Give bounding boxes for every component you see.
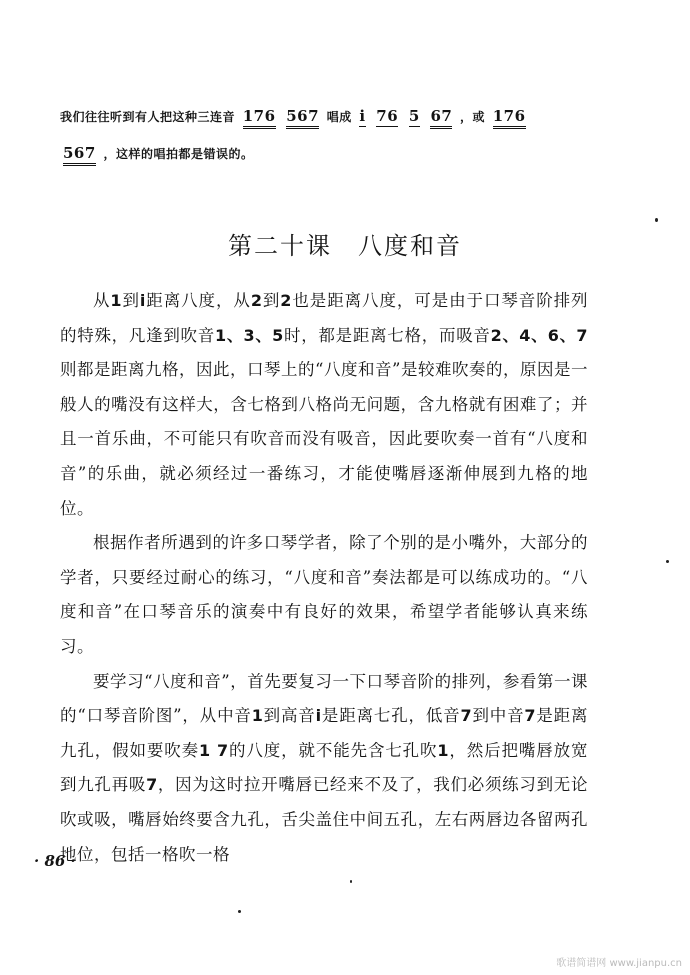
paragraph bbox=[60, 526, 588, 664]
note-number: 2 bbox=[280, 291, 292, 310]
note-number: 1 bbox=[110, 291, 123, 310]
lesson-body bbox=[60, 284, 588, 872]
triplet-b: 567 bbox=[286, 107, 319, 129]
paragraph-text: ，然后把嘴唇放宽到九孔再吸 bbox=[60, 740, 588, 795]
page-number: · 86 · bbox=[34, 852, 76, 870]
note-number: i bbox=[139, 291, 146, 310]
paragraph-text: 到中音 bbox=[472, 706, 525, 726]
triplet-a: 176 bbox=[243, 107, 276, 129]
note-number: 1 bbox=[437, 740, 450, 760]
note-number: 1 bbox=[251, 706, 264, 726]
note-number: 1、3、5 bbox=[214, 325, 284, 345]
note-number: 7 bbox=[146, 775, 158, 795]
site-watermark: 歌谱简谱网 www.jianpu.cn bbox=[556, 958, 682, 969]
paragraph-text: 也是距离八度，可是由于口琴音阶排列的特殊，凡逢到吹音 bbox=[60, 291, 589, 345]
note-number: 7 bbox=[524, 706, 537, 726]
paragraph-text: 的八度，就不能先含七孔吹 bbox=[228, 740, 438, 760]
paragraph-text: 到 bbox=[262, 291, 281, 310]
paragraph-text: 到高音 bbox=[263, 706, 316, 726]
sung-note-4: 67 bbox=[430, 107, 452, 129]
paragraph-text: 根据作者所遇到的许多口琴学者，除了个别的是小嘴外，大部分的学者，只要经过耐心的练习，“八度和音”奏法都是可以练成功的。“八度和音”在口琴音乐的演奏中有良好的效果，希望学者能够认真来练习。 bbox=[60, 533, 588, 656]
paragraph-text: 到 bbox=[122, 291, 140, 310]
scan-speck bbox=[350, 880, 352, 883]
paragraph bbox=[60, 284, 588, 526]
intro-line-2 bbox=[60, 135, 660, 172]
intro-line-1 bbox=[60, 98, 660, 135]
scan-speck bbox=[655, 218, 658, 222]
sung-note-1: i bbox=[359, 107, 366, 125]
note-number: 1 7 bbox=[198, 740, 229, 760]
note-number: i bbox=[315, 706, 322, 726]
scan-speck bbox=[238, 910, 241, 913]
intro-text-b: 唱成 bbox=[326, 110, 352, 124]
intro-text-a: 我们往往听到有人把这种三连音 bbox=[60, 110, 236, 124]
lesson-title: 第二十课 八度和音 bbox=[228, 232, 462, 260]
sung-note-2: 76 bbox=[376, 107, 399, 125]
paragraph-text: 距离八度，从 bbox=[145, 291, 251, 310]
alt-note-1: 176 bbox=[493, 107, 526, 129]
paragraph-text: 是距离七孔，低音 bbox=[321, 706, 461, 726]
scan-speck bbox=[666, 560, 669, 563]
paragraph-text: ，因为这时拉开嘴唇已经来不及了，我们必须练习到无论吹或吸，嘴唇始终要含九孔，舌尖盖住中间五孔，左右两唇边各留两孔地位，包括一格吹一格 bbox=[60, 775, 589, 864]
paragraph bbox=[60, 665, 588, 873]
note-number: 2 bbox=[250, 291, 263, 310]
alt-note-2: 567 bbox=[63, 144, 96, 166]
paragraph-text: 是距离九孔，假如要吹奏 bbox=[60, 706, 589, 760]
intro-text-c: ，或 bbox=[460, 110, 486, 124]
intro-text-d: ，这样的唱拍都是错误的。 bbox=[103, 147, 254, 161]
paragraph-text: 则都是距离九格，因此，口琴上的“八度和音”是较难吹奏的，原因是一般人的嘴没有这样大，含七格到八格尚无问题，含九格就有困难了；并且一首乐曲，不可能只有吹音而没有吸音，因此要吹奏一首有“八度和音”的乐曲，就必须经过一番练习，才能使嘴唇逐渐伸展到九格的地位。 bbox=[60, 360, 588, 518]
sung-note-3: 5 bbox=[408, 107, 420, 125]
note-number: 7 bbox=[460, 706, 473, 726]
paragraph-text: 时，都是距离七格，而吸音 bbox=[283, 325, 491, 345]
paragraph-text: 要学习“八度和音”，首先要复习一下口琴音阶的排列，参看第一课的“口琴音阶图”，从中音 bbox=[60, 671, 588, 726]
intro-note bbox=[60, 98, 660, 172]
note-number: 2、4、6、7 bbox=[490, 325, 588, 345]
paragraph-text: 从 bbox=[93, 291, 111, 310]
